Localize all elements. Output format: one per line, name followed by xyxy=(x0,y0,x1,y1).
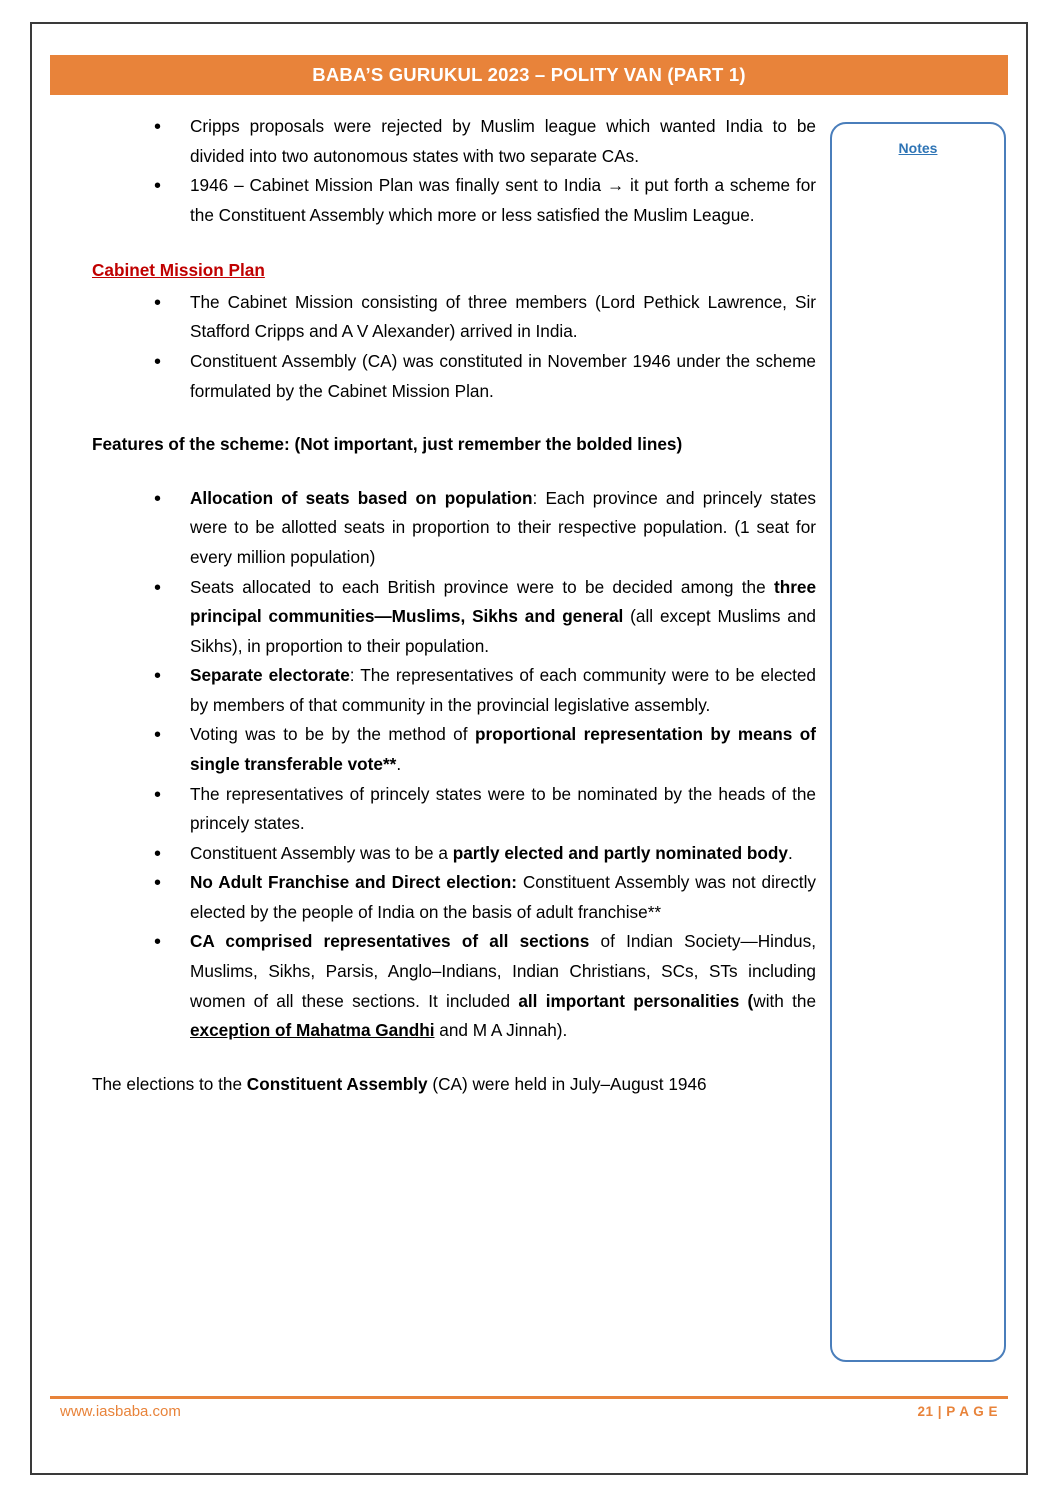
document-body xyxy=(92,112,816,1099)
bullet-text: Constituent Assembly (CA) was constituted in November 1946 under the scheme formulated by the Cabinet Mission Plan. xyxy=(190,351,816,401)
features-heading: Features of the scheme: (Not important, just remember the bolded lines) xyxy=(92,434,683,455)
text-run: (all except Muslims and Sikhs), in proportion to their population. xyxy=(190,606,816,656)
list-item xyxy=(92,927,816,1045)
page-header-banner xyxy=(50,55,1008,95)
notes-label: Notes xyxy=(898,140,938,156)
bullet-text: Cripps proposals were rejected by Muslim league which wanted India to be divided into two autonomous states with two separate CAs. xyxy=(190,116,816,166)
list-item xyxy=(92,720,816,779)
bold-text: Separate electorate xyxy=(190,665,350,686)
list-item xyxy=(92,484,816,573)
list-item xyxy=(92,347,816,406)
text-run: The representatives of princely states were to be nominated by the heads of the princely states. xyxy=(190,783,816,834)
bullet-text: The Cabinet Mission consisting of three members (Lord Pethick Lawrence, Sir Stafford Cripps and A V Alexander) arrived in India. xyxy=(190,291,816,342)
list-item xyxy=(92,171,816,230)
text-run: : Each province and princely states were to be allotted seats in proportion to their respective population. (1 seat for every million population) xyxy=(190,487,816,567)
closing-paragraph xyxy=(92,1070,816,1100)
bold-text: all important personalities ( xyxy=(518,990,754,1011)
list-item xyxy=(92,839,816,869)
bold-text: No Adult Franchise and Direct election: xyxy=(190,872,517,893)
list-item xyxy=(92,112,816,171)
text-run: . xyxy=(396,753,402,774)
bold-text: CA comprised representatives of all sections xyxy=(190,931,590,952)
bold-text: Allocation of seats based on population xyxy=(190,487,533,508)
list-item xyxy=(92,868,816,927)
bold-text: Constituent Assembly xyxy=(246,1073,428,1094)
bold-text: proportional representation by means of single transferable vote** xyxy=(190,724,816,774)
bold-text: three principal communities—Muslims, Sikhs and general xyxy=(190,576,816,627)
text-run: Seats allocated to each British province were to be decided among the xyxy=(190,576,774,597)
text-run: Constituent Assembly was not directly elected by the people of India on the basis of adult franchise** xyxy=(190,872,816,922)
text-run: The elections to the xyxy=(92,1073,247,1094)
section-heading-cabinet-mission-plan: Cabinet Mission Plan xyxy=(92,260,265,281)
bold-underlined-text: exception of Mahatma Gandhi xyxy=(190,1020,435,1041)
text-run: . xyxy=(787,842,793,863)
text-run: Voting was to be by the method of xyxy=(190,724,475,745)
list-item xyxy=(92,573,816,662)
text-run: with the xyxy=(753,990,817,1011)
text-run: Constituent Assembly was to be a xyxy=(190,842,453,863)
footer-divider xyxy=(50,1396,1008,1399)
notes-panel xyxy=(830,122,1006,1362)
spacer xyxy=(92,470,816,484)
text-run: and M A Jinnah). xyxy=(434,1020,568,1041)
list-item xyxy=(92,780,816,839)
bold-text: partly elected and partly nominated body xyxy=(452,842,788,863)
text-run: : The representatives of each community were to be elected by members of that community in the provincial legislative assembly. xyxy=(190,665,816,715)
list-item xyxy=(92,661,816,720)
intro-bullet-list xyxy=(92,112,816,230)
features-bullet-list xyxy=(92,484,816,1046)
cabinet-mission-bullet-list xyxy=(92,288,816,406)
list-item xyxy=(92,288,816,347)
header-title: BABA’S GURUKUL 2023 – POLITY VAN (PART 1) xyxy=(312,64,746,85)
bullet-text: 1946 – Cabinet Mission Plan was finally sent to India → it put forth a scheme for the Constituent Assembly which more or less satisfied the Muslim League. xyxy=(190,175,816,225)
page-footer xyxy=(50,1403,1008,1420)
text-run: (CA) were held in July–August 1946 xyxy=(427,1073,707,1094)
footer-page-number: 21 | P A G E xyxy=(917,1404,998,1419)
footer-website-link[interactable]: www.iasbaba.com xyxy=(60,1403,181,1420)
text-run: of Indian Society—Hindus, Muslims, Sikhs, Parsis, Anglo–Indians, Indian Christians, SCs, STs including women of all these sections. It included xyxy=(190,931,816,1011)
